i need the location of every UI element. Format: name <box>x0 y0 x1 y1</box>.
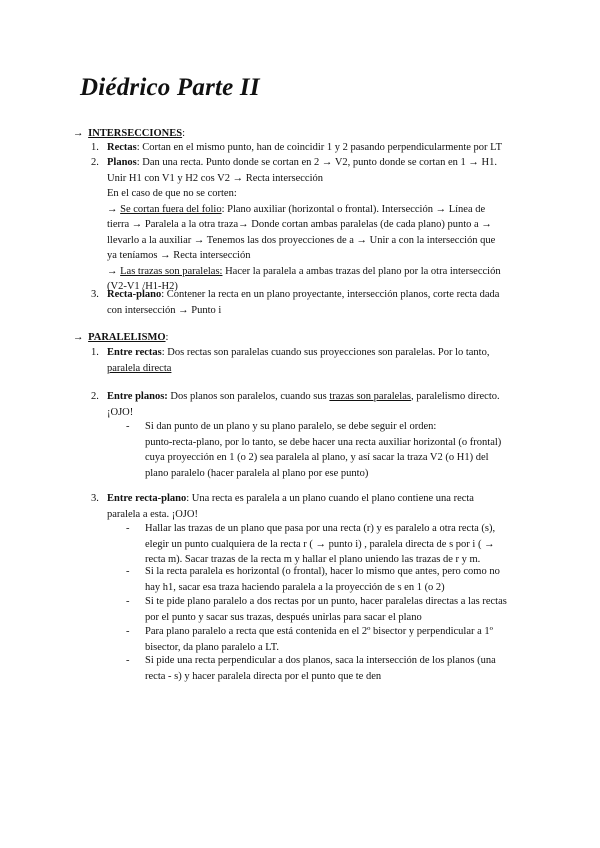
sub-item <box>126 564 536 595</box>
sub-item-text: bisector, da plano paralelo a LT. <box>145 641 279 653</box>
item-text: → <box>107 265 121 277</box>
sub-item-text: Para plano paralelo a recta que está contenida en el 2º bisector y perpendicular a 1º <box>145 626 493 637</box>
list-item-rectas <box>91 140 531 156</box>
sub-item-text: Si te pide plano paralelo a dos rectas por un punto, hacer paralelas directas a las rectas <box>145 596 507 607</box>
item-text: Unir H1 con V1 y H2 cos V2 → Recta intersección <box>107 172 323 184</box>
sub-item <box>126 653 536 684</box>
item-text: → <box>107 203 121 215</box>
item-text: : Cortan en el mismo punto, han de coincidir 1 y 2 pasando perpendicularmente por LT <box>136 142 503 153</box>
item-text: paralela a esta. ¡OJO! <box>107 508 198 520</box>
dash-bullet: - <box>126 626 130 637</box>
item-underlined-text: Se cortan fuera del folio <box>120 203 222 215</box>
list-item-planos <box>91 155 531 295</box>
dash-bullet: - <box>126 421 130 432</box>
item-text: Dos planos son paralelos, cuando sus <box>167 391 330 402</box>
dash-bullet: - <box>126 566 130 577</box>
sub-item-text: por el punto y sacar sus trazas, después unirlas para sacar el plano <box>145 611 422 623</box>
sub-item-text: hay h1, sacar esa traza haciendo paralela a la proyección de s en 1 (o 2) <box>145 581 445 593</box>
item-text: En el caso de que no se corten: <box>107 188 237 199</box>
sub-item-text: recta - s) y hacer paralela directa por el punto que te den <box>145 670 382 682</box>
arrow-icon: → <box>73 332 84 343</box>
list-item-recta-plano <box>91 287 531 318</box>
item-text: : Contener la recta en un plano proyectante, intersección planos, corte recta dada <box>161 289 500 300</box>
sub-item-text: cuya proyección en 1 (o 2) sea paralela al plano, y así sacar la traza V2 (o H1) del <box>145 452 489 463</box>
sub-item-text: plano paralelo (hacer paralela al plano por ese punto) <box>145 467 369 479</box>
list-number: 2. <box>91 157 99 168</box>
sub-item <box>126 419 536 481</box>
sub-item-text: elegir un punto cualquiera de la recta r ( → punto i) , paralela directa de s por i ( → <box>145 538 495 550</box>
section-colon: : <box>182 128 185 139</box>
list-number: 1. <box>91 347 99 358</box>
section-title-paralelismo: PARALELISMO <box>88 332 166 343</box>
section-header-paralelismo <box>73 330 168 346</box>
item-lead: Entre recta-plano <box>107 493 187 504</box>
dash-bullet: - <box>126 596 130 607</box>
sub-item-text: Hallar las trazas de un plano que pasa por una recta (r) y es paralelo a otra recta (s), <box>145 523 496 534</box>
item-text: con intersección → Punto i <box>107 304 222 316</box>
sub-item-text: Si pide una recta perpendicular a dos planos, saca la intersección de los planos (una <box>145 655 496 666</box>
item-text: Hacer la paralela a ambas trazas del plano por la otra intersección <box>222 265 501 277</box>
item-lead: Planos <box>107 157 137 168</box>
section-colon: : <box>165 332 169 343</box>
item-underlined-text: paralela directa <box>107 362 172 374</box>
item-text: tierra → Paralela a la otra traza→ Donde cortan ambas paralelas (de cada plano) punto a → <box>107 219 492 230</box>
sub-item <box>126 624 536 655</box>
list-number: 1. <box>91 142 99 153</box>
sub-item-text: recta m). Sacar trazas de la recta m y hallar el plano uniendo las trazas de r y m. <box>145 554 481 565</box>
list-number: 3. <box>91 289 99 300</box>
item-text: : Una recta es paralela a un plano cuando el plano contiene una recta <box>186 493 474 504</box>
list-item-entre-planos <box>91 389 531 420</box>
list-item-entre-rectas <box>91 345 531 376</box>
sub-item-text: Si la recta paralela es horizontal (o frontal), hacer lo mismo que antes, pero como no <box>145 566 500 577</box>
item-underlined-text: Las trazas son paralelas: <box>120 265 223 277</box>
item-text: : Plano auxiliar (horizontal o frontal). Intersección → Línea de <box>221 203 486 215</box>
sub-item <box>126 521 536 568</box>
item-lead: Entre rectas <box>107 347 162 358</box>
sub-item <box>126 594 536 625</box>
item-underlined-text: trazas son paralelas <box>329 391 411 402</box>
list-item-entre-recta-plano <box>91 491 531 522</box>
item-text: ¡OJO! <box>107 406 134 418</box>
item-text: llevarlo a la auxiliar → Tenemos las dos proyecciones de a → Unir a con la intersección que <box>107 234 496 246</box>
arrow-icon: → <box>73 128 84 139</box>
item-text: , paralelismo directo. <box>410 391 500 402</box>
item-lead: Recta-plano <box>107 289 162 300</box>
item-text: (V2-V1 /H1-H2) <box>107 281 178 292</box>
item-lead: Entre planos: <box>107 391 168 402</box>
dash-bullet: - <box>126 523 130 534</box>
sub-item-text: Si dan punto de un plano y su plano paralelo, se debe seguir el orden: <box>145 421 437 432</box>
item-lead: Rectas <box>107 142 137 153</box>
item-text: : Dan una recta. Punto donde se cortan en 2 → V2, punto donde se cortan en 1 → H1. <box>136 157 497 168</box>
page-title: Diédrico Parte II <box>80 74 260 101</box>
sub-item-text: punto-recta-plano, por lo tanto, se debe hacer una recta auxiliar horizontal (o frontal) <box>145 436 502 448</box>
list-number: 2. <box>91 391 99 402</box>
section-title-intersecciones: INTERSECCIONES <box>88 128 183 139</box>
item-text: : Dos rectas son paralelas cuando sus proyecciones son paralelas. Por lo tanto, <box>161 347 490 358</box>
list-number: 3. <box>91 493 99 504</box>
dash-bullet: - <box>126 655 130 666</box>
item-text: ya teníamos → Recta intersección <box>107 250 251 261</box>
